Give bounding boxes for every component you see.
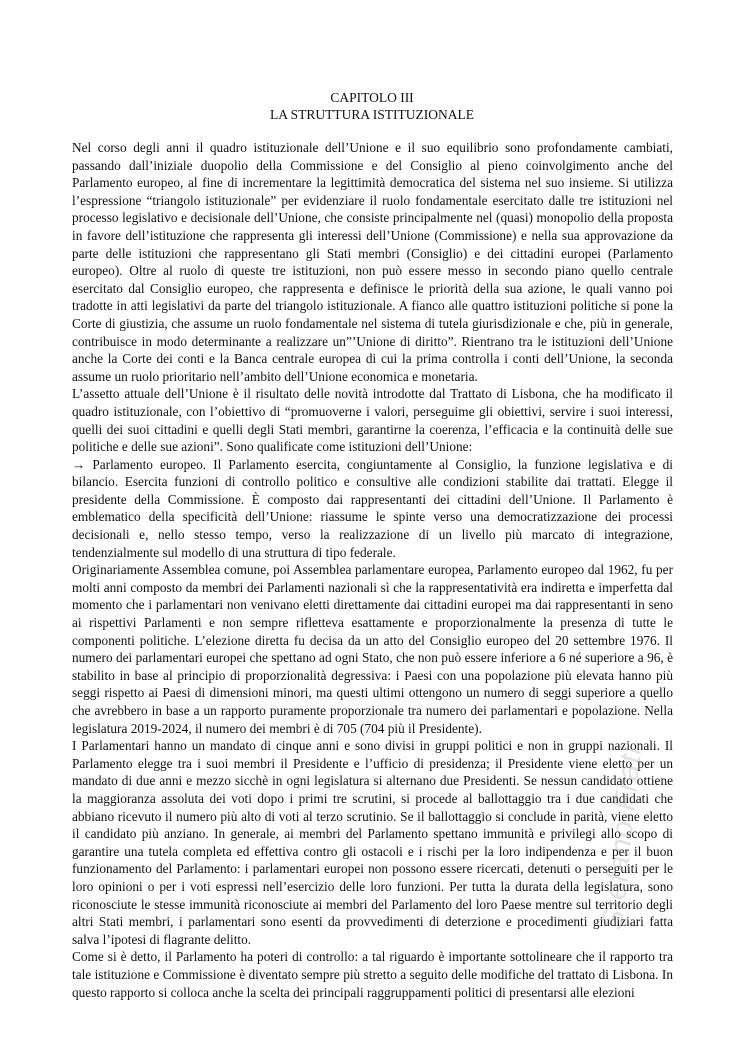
paragraph-control: Come si è detto, il Parlamento ha poteri di controllo: a tal riguardo è importante sottolineare che il rapporto tra tale istituzione e Commissione è diventato sempre più stretto a seguito delle modifiche del trattato di Lisbona. In questo rapporto si colloca anche la scelta dei principali raggruppamenti politici di presentarsi alle elezioni [72,949,673,1000]
paragraph-lisbon: L’assetto attuale dell’Unione è il risultato delle novità introdotte dal Trattato di Lisbona, che ha modificato il quadro istituzionale, con l’obiettivo di “promuoverne i valori, perseguime gli obiettivi, servire i suoi interessi, quelli dei suoi cittadini e quelli degli Stati membri, garantirne la coerenza, l’efficacia e la continuità delle sue politiche e delle sue azioni”. Sono qualificate come istituzioni dell’Unione: [72,386,673,455]
chapter-title: LA STRUTTURA ISTITUZIONALE [270,107,474,122]
chapter-body [72,139,673,1001]
paragraph-parliament: → Parlamento europeo. Il Parlamento esercita, congiuntamente al Consiglio, la funzione legislativa e di bilancio. Esercita funzioni di controllo politico e consultive alle condizioni stabilite dai trattati. Elegge il presidente della Commissione. È composto dai rappresentanti dei cittadini dell’Unione. Il Parlamento è emblematico della specificità dell’Unione: riassume le spinte verso una democratizzazione dei processi decisionali e, nello stesso tempo, verso la realizzazione di un livello più marcato di integrazione, tendenzialmente sul modello di una struttura di tipo federale. [72,456,673,560]
watermark: Stefano Frati [596,744,649,932]
paragraph-mandate: I Parlamentari hanno un mandato di cinque anni e sono divisi in gruppi politici e non in gruppi nazionali. Il Parlamento elegge tra i suoi membri il Presidente e l’ufficio di presidenza; il Presidente viene eletto per un mandato di due anni e mezzo sicchè in ogni legislatura si alternano due Presidenti. Se nessun candidato ottiene la maggioranza assoluta dei voti dopo i primi tre scrutini, si procede al ballottaggio tra i due candidati che abbiano ricevuto il numero più alto di voti al terzo scrutinio. Se il ballottaggio si conclude in parità, viene eletto il candidato più anziano. In generale, ai membri del Parlamento spettano immunità e privilegi allo scopo di garantire una tutela completa ed effettiva contro gli ostacoli e i rischi per la loro indipendenza e per il buon funzionamento del Parlamento: i parlamentari europei non possono essere ricercati, detenuti o perseguiti per le loro opinioni o per i voti espressi nell’esercizio delle loro funzioni. Per tutta la durata della legislatura, sono riconosciute le stesse immunità riconosciute ai membri del Parlamento del loro Paese mentre sul territorio degli altri Stati membri, i parlamentari sono esenti da provvedimenti di deterzione e procedimenti giudiziari fatta salva l’ipotesi di flagrante delitto. [72,738,673,947]
paragraph-history: Originariamente Assemblea comune, poi Assemblea parlamentare europea, Parlamento europeo dal 1962, fu per molti anni composto da membri dei Parlamenti nazionali sì che la rappresentatività era indiretta e imperfetta dal momento che i parlamentari non venivano eletti direttamente dai cittadini europei ma dai rappresentanti in seno ai rispettivi Parlamenti e non sempre rifletteva esattamente e proporzionalmente la presenza di tutte le componenti politiche. L’elezione diretta fu decisa da un atto del Consiglio europeo del 20 settembre 1976. Il numero dei parlamentari europei che spettano ad ogni Stato, che non può essere inferiore a 6 né superiore a 96, è stabilito in base al principio di proporzionalità degressiva: i Paesi con una popolazione più elevata hanno più seggi rispetto ai Paesi di dimensioni minori, ma questi ultimi ottengono un numero di seggi superiore a quello che avrebbero in base a un rapporto puramente proporzionale tra numero dei parlamentari e popolazione. Nella legislatura 2019-2024, il numero dei membri è di 705 (704 più il Presidente). [72,562,673,736]
chapter-number: CAPITOLO III [330,90,414,105]
paragraph-intro: Nel corso degli anni il quadro istituzionale dell’Unione e il suo equilibrio sono profondamente cambiati, passando dall’iniziale duopolio della Commissione e del Consiglio al pieno coinvolgimento anche del Parlamento europeo, al fine di incrementare la legittimità democratica del sistema nel suo insieme. Si utilizza l’espressione “triangolo istituzionale” per evidenziare il ruolo fondamentale esercitato dalle tre istituzioni nel processo legislativo e decisionale dell’Unione, che consiste principalmente nel (quasi) monopolio della proposta in favore dell’istituzione che rappresenta gli interessi dell’Unione (Commissione) e nella sua approvazione da parte delle istituzioni che rappresentano gli Stati membri (Consiglio) e dei cittadini europei (Parlamento europeo). Oltre al ruolo di queste tre istituzioni, non può essere messo in secondo piano quello centrale esercitato dal Consiglio europeo, che rappresenta e definisce le priorità della sua azione, le quali vanno poi tradotte in atti legislativi da parte del triangolo istituzionale. A fianco alle quattro istituzioni politiche si pone la Corte di giustizia, che assume un ruolo fondamentale nel sistema di tutela giurisdizionale e che, più in generale, contribuisce in modo determinante a realizzare un”’Unione di diritto”. Rientrano tra le istituzioni dell’Unione anche la Corte dei conti e la Banca centrale europea di cui la prima controlla i conti dell’Unione, la seconda assume un ruolo prioritario nell’ambito dell’Unione economica e monetaria. [72,140,673,384]
